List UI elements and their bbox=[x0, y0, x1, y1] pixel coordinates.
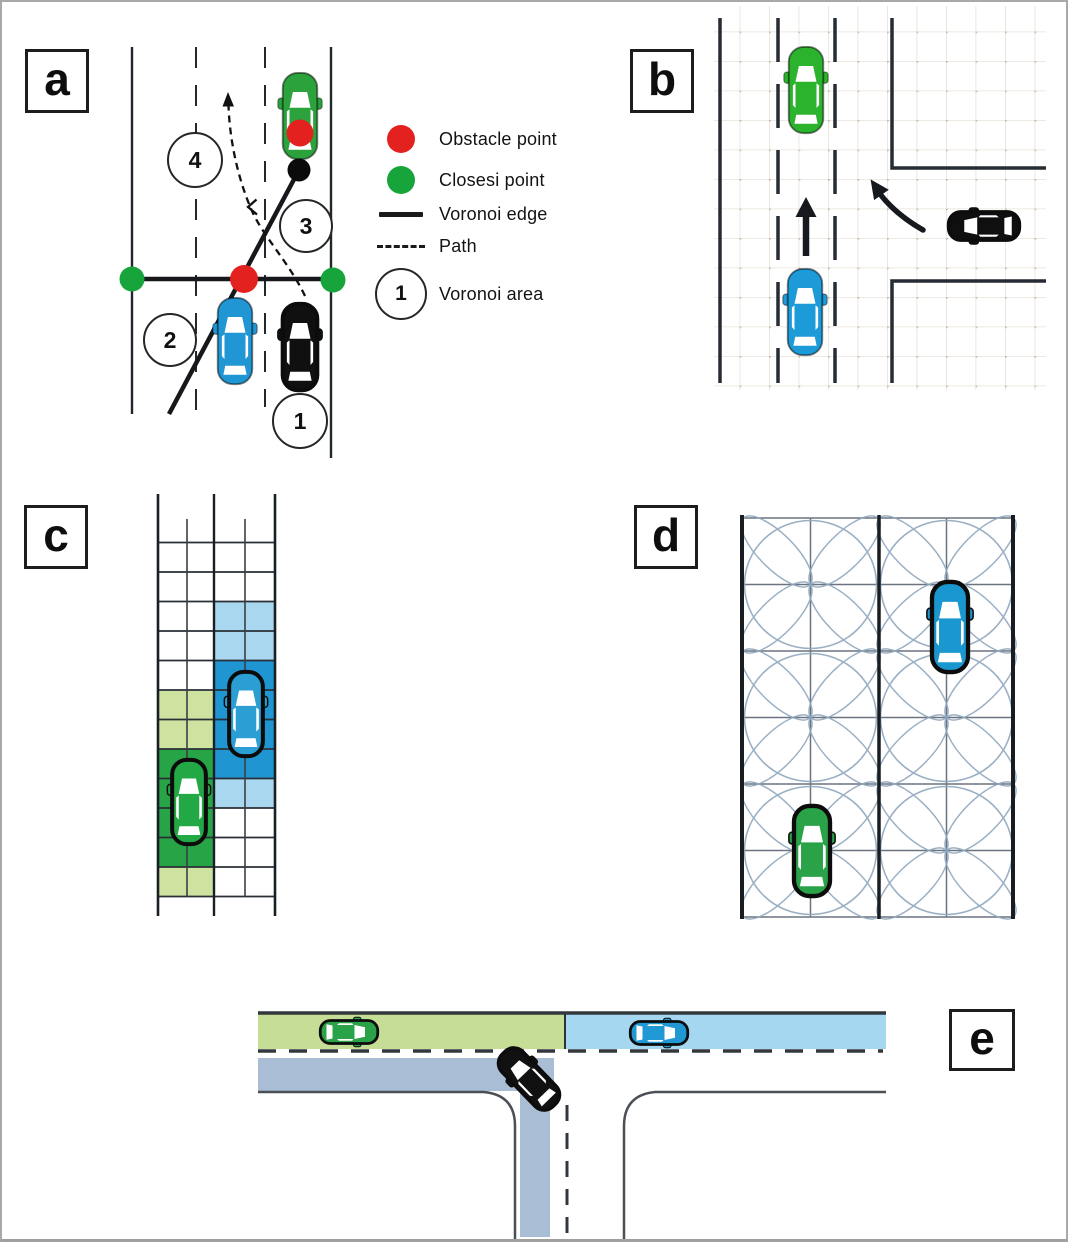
blue-car bbox=[783, 269, 827, 355]
voronoi-vertex-point bbox=[288, 159, 311, 182]
legend-marker-slot bbox=[375, 245, 427, 248]
black-car bbox=[278, 304, 322, 390]
obstacle-point-center bbox=[230, 265, 258, 293]
closest-point-left bbox=[120, 267, 145, 292]
legend-item-path bbox=[375, 220, 477, 272]
panel-d-letter: d bbox=[651, 509, 681, 561]
panel-e-drawing bbox=[242, 997, 1068, 1242]
legend-item-voronoi-area bbox=[375, 268, 543, 320]
voronoi-area-1 bbox=[272, 393, 328, 449]
voronoi-area-2 bbox=[143, 313, 197, 367]
black-car bbox=[949, 208, 1020, 244]
legend-marker-slot bbox=[375, 268, 427, 320]
voronoi-area-1-number: 1 bbox=[293, 407, 307, 434]
panel-b-letter: b bbox=[647, 53, 677, 105]
green-lane-band bbox=[258, 1015, 565, 1050]
path-arrowhead-icon bbox=[223, 92, 235, 107]
voronoi-area-2-number: 2 bbox=[163, 326, 177, 353]
voronoi-area-3-number: 3 bbox=[299, 212, 313, 239]
green-car bbox=[784, 47, 828, 133]
blue-lane-band bbox=[565, 1015, 886, 1050]
legend-marker-slot bbox=[375, 125, 427, 153]
legend-label-voronoi-area: Voronoi area bbox=[439, 283, 544, 304]
path-sample-icon bbox=[377, 245, 425, 248]
panel-b-drawing bbox=[697, 2, 1068, 402]
light-green-cells-bottom bbox=[158, 867, 214, 897]
closest-point-right bbox=[321, 268, 346, 293]
obstacle-point-on-car bbox=[287, 120, 314, 147]
panel-c-drawing bbox=[142, 482, 302, 932]
panel-e-label bbox=[949, 1009, 1015, 1071]
voronoi-area-sample-icon bbox=[375, 268, 427, 320]
curb-left bbox=[258, 1092, 515, 1240]
legend-label-voronoi-edge: Voronoi edge bbox=[439, 203, 548, 224]
green-car bbox=[789, 806, 835, 896]
voronoi-edge-sample-icon bbox=[379, 212, 423, 217]
panel-a-letter: a bbox=[44, 53, 70, 105]
blue-car bbox=[630, 1018, 688, 1048]
legend-label-path: Path bbox=[439, 235, 477, 256]
voronoi-area-4 bbox=[167, 132, 223, 188]
curb-right bbox=[624, 1092, 886, 1240]
panel-d-label bbox=[634, 505, 698, 569]
obstacle-point-icon bbox=[387, 125, 415, 153]
legend-label-obstacle-point: Obstacle point bbox=[439, 128, 557, 149]
blue-car bbox=[224, 672, 267, 756]
legend-label-closest-point: Closesi point bbox=[439, 169, 545, 190]
voronoi-area-4-number: 4 bbox=[188, 146, 202, 173]
blue-car bbox=[213, 298, 257, 384]
voronoi-area-3 bbox=[279, 199, 333, 253]
voronoi-area-sample-number: 1 bbox=[395, 282, 407, 305]
panel-a-label bbox=[25, 49, 89, 113]
blue-car bbox=[927, 582, 973, 672]
green-car bbox=[320, 1017, 378, 1047]
panel-e-letter: e bbox=[969, 1012, 995, 1064]
panel-c-label bbox=[24, 505, 88, 569]
panel-b-label bbox=[630, 49, 694, 113]
legend-marker-slot bbox=[375, 212, 427, 217]
green-car bbox=[167, 760, 210, 844]
panel-c-letter: c bbox=[43, 509, 69, 561]
